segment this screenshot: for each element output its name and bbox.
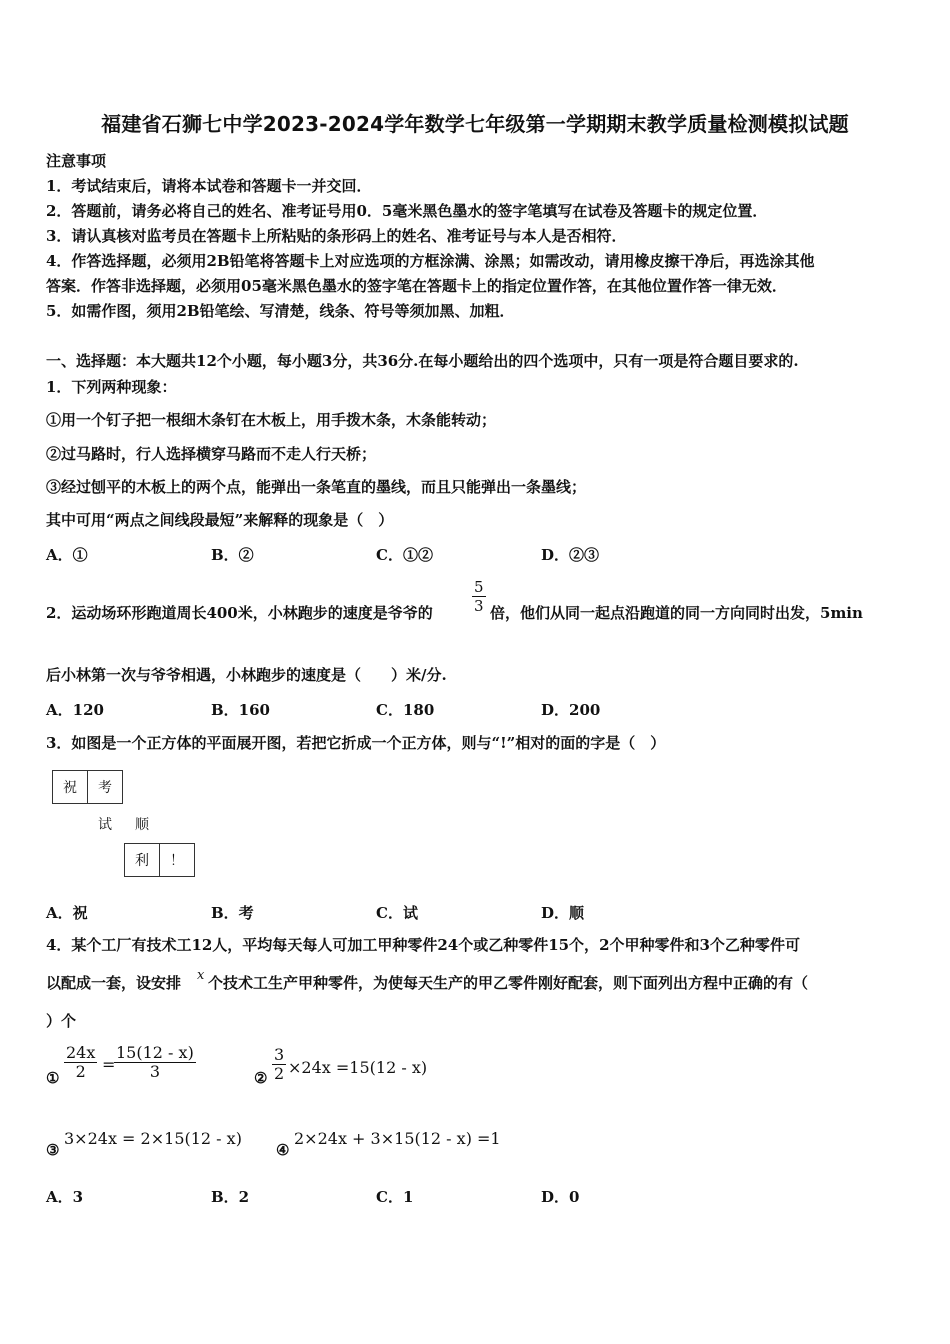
eq2-frac-den: 2: [274, 1064, 285, 1083]
eq1-rhs-num: 15(12 - x): [116, 1043, 194, 1062]
eq1-equals: =: [102, 1055, 116, 1074]
eq1-lhs-den: 2: [75, 1062, 86, 1081]
cube-face-5: 利: [124, 843, 160, 877]
q1-option-b[interactable]: B．②: [211, 546, 254, 564]
notice-heading: 注意事项: [46, 152, 107, 170]
section-heading: 一、选择题：本大题共12个小题，每小题3分，共36分.在每小题给出的四个选项中，只有一项是符合题目要求的.: [46, 352, 799, 370]
cube-face-2: 考: [87, 770, 123, 804]
q2-stem-line2: 后小林第一次与爷爷相遇，小林跑步的速度是（ ）米/分.: [46, 666, 447, 684]
q4-stem-line3: ）个: [46, 1012, 77, 1030]
q1-option-d[interactable]: D．②③: [541, 546, 600, 564]
q4-option-a[interactable]: A．3: [46, 1188, 84, 1206]
q2-option-b[interactable]: B．160: [211, 701, 270, 719]
q1-option-a[interactable]: A．①: [46, 546, 88, 564]
q2-stem-start: 2．运动场环形跑道周长400米，小林跑步的速度是爷爷的: [46, 604, 433, 622]
q1-statement-1: ①用一个钉子把一根细木条钉在木板上，用手拨木条，木条能转动；: [46, 411, 497, 429]
eq2-rest: ×24x =15(12 - x): [288, 1058, 428, 1077]
eq4-marker: ④: [276, 1141, 290, 1159]
eq3-marker: ③: [46, 1141, 60, 1159]
eq1-lhs-num: 24x: [66, 1043, 96, 1062]
notice-item: 3．请认真核对监考员在答题卡上所粘贴的条形码上的姓名、准考证号与本人是否相符．: [46, 227, 627, 245]
q3-stem: 3．如图是一个正方体的平面展开图，若把它折成一个正方体，则与“!”相对的面的字是（ ）: [46, 734, 666, 752]
q3-option-b[interactable]: B．考: [211, 904, 254, 922]
eq2-frac-num: 3: [274, 1045, 285, 1064]
notice-item: 答案．作答非选择题，必须用05毫米黑色墨水的签字笔在答题卡上的指定位置作答，在其他位置作答一律无效．: [46, 277, 787, 295]
q2-stem-end: 倍，他们从同一起点沿跑道的同一方向同时出发，5min: [490, 604, 863, 622]
q1-statement-3: ③经过刨平的木板上的两个点，能弹出一条笔直的墨线，而且只能弹出一条墨线；: [46, 478, 587, 496]
q2-fraction: [472, 578, 486, 615]
cube-face-1: 祝: [52, 770, 88, 804]
q4-stem-line2b: 个技术工生产甲种零件，为使每天生产的甲乙零件刚好配套，则下面列出方程中正确的有（: [208, 974, 809, 992]
eq3: 3×24x = 2×15(12 - x): [64, 1129, 242, 1148]
eq1-lhs: [64, 1044, 97, 1081]
q4-stem-line2a: 以配成一套，设安排: [46, 974, 182, 992]
q2-option-a[interactable]: A．120: [46, 701, 104, 719]
q3-option-a[interactable]: A．祝: [46, 904, 88, 922]
eq1-rhs-den: 3: [149, 1062, 160, 1081]
q1-option-c[interactable]: C．①②: [376, 546, 433, 564]
q1-statement-2: ②过马路时，行人选择横穿马路而不走人行天桥；: [46, 445, 377, 463]
cube-face-6: ！: [159, 843, 195, 877]
eq2-frac: [272, 1046, 286, 1083]
q2-fraction-denominator: 3: [474, 597, 484, 615]
q4-option-b[interactable]: B．2: [211, 1188, 250, 1206]
cube-net-figure: [52, 770, 202, 882]
q4-variable-x: x: [197, 968, 205, 983]
q2-fraction-numerator: 5: [474, 578, 484, 596]
eq1-rhs: [114, 1044, 196, 1081]
cube-face-4: 顺: [135, 817, 149, 833]
eq4: 2×24x + 3×15(12 - x) =1: [294, 1129, 501, 1148]
page-title: 福建省石狮七中学2023-2024学年数学七年级第一学期期末教学质量检测模拟试题: [101, 112, 849, 136]
q1-stem: 1．下列两种现象：: [46, 378, 177, 396]
cube-face-3: 试: [98, 817, 112, 833]
q3-option-d[interactable]: D．顺: [541, 904, 585, 922]
notice-item: 4．作答选择题，必须用2B铅笔将答题卡上对应选项的方框涂满、涂黑；如需改动，请用橡皮擦干净后，再选涂其他: [46, 252, 815, 270]
q2-option-d[interactable]: D．200: [541, 701, 601, 719]
eq2-marker: ②: [254, 1069, 268, 1087]
q1-question: 其中可用“两点之间线段最短”来解释的现象是（ ）: [46, 511, 394, 529]
notice-item: 5．如需作图，须用2B铅笔绘、写清楚，线条、符号等须加黑、加粗．: [46, 302, 515, 320]
q3-option-c[interactable]: C．试: [376, 904, 418, 922]
q4-option-d[interactable]: D．0: [541, 1188, 580, 1206]
notice-item: 1．考试结束后，请将本试卷和答题卡一并交回．: [46, 177, 372, 195]
eq1-marker: ①: [46, 1069, 60, 1087]
q2-option-c[interactable]: C．180: [376, 701, 435, 719]
q4-stem-line1: 4．某个工厂有技术工12人，平均每天每人可加工甲种零件24个或乙种零件15个，2个甲种零件和3个乙种零件可: [46, 936, 800, 954]
notice-item: 2．答题前，请务必将自己的姓名、准考证号用0．5毫米黑色墨水的签字笔填写在试卷及答题卡的规定位置．: [46, 202, 768, 220]
q4-option-c[interactable]: C．1: [376, 1188, 414, 1206]
